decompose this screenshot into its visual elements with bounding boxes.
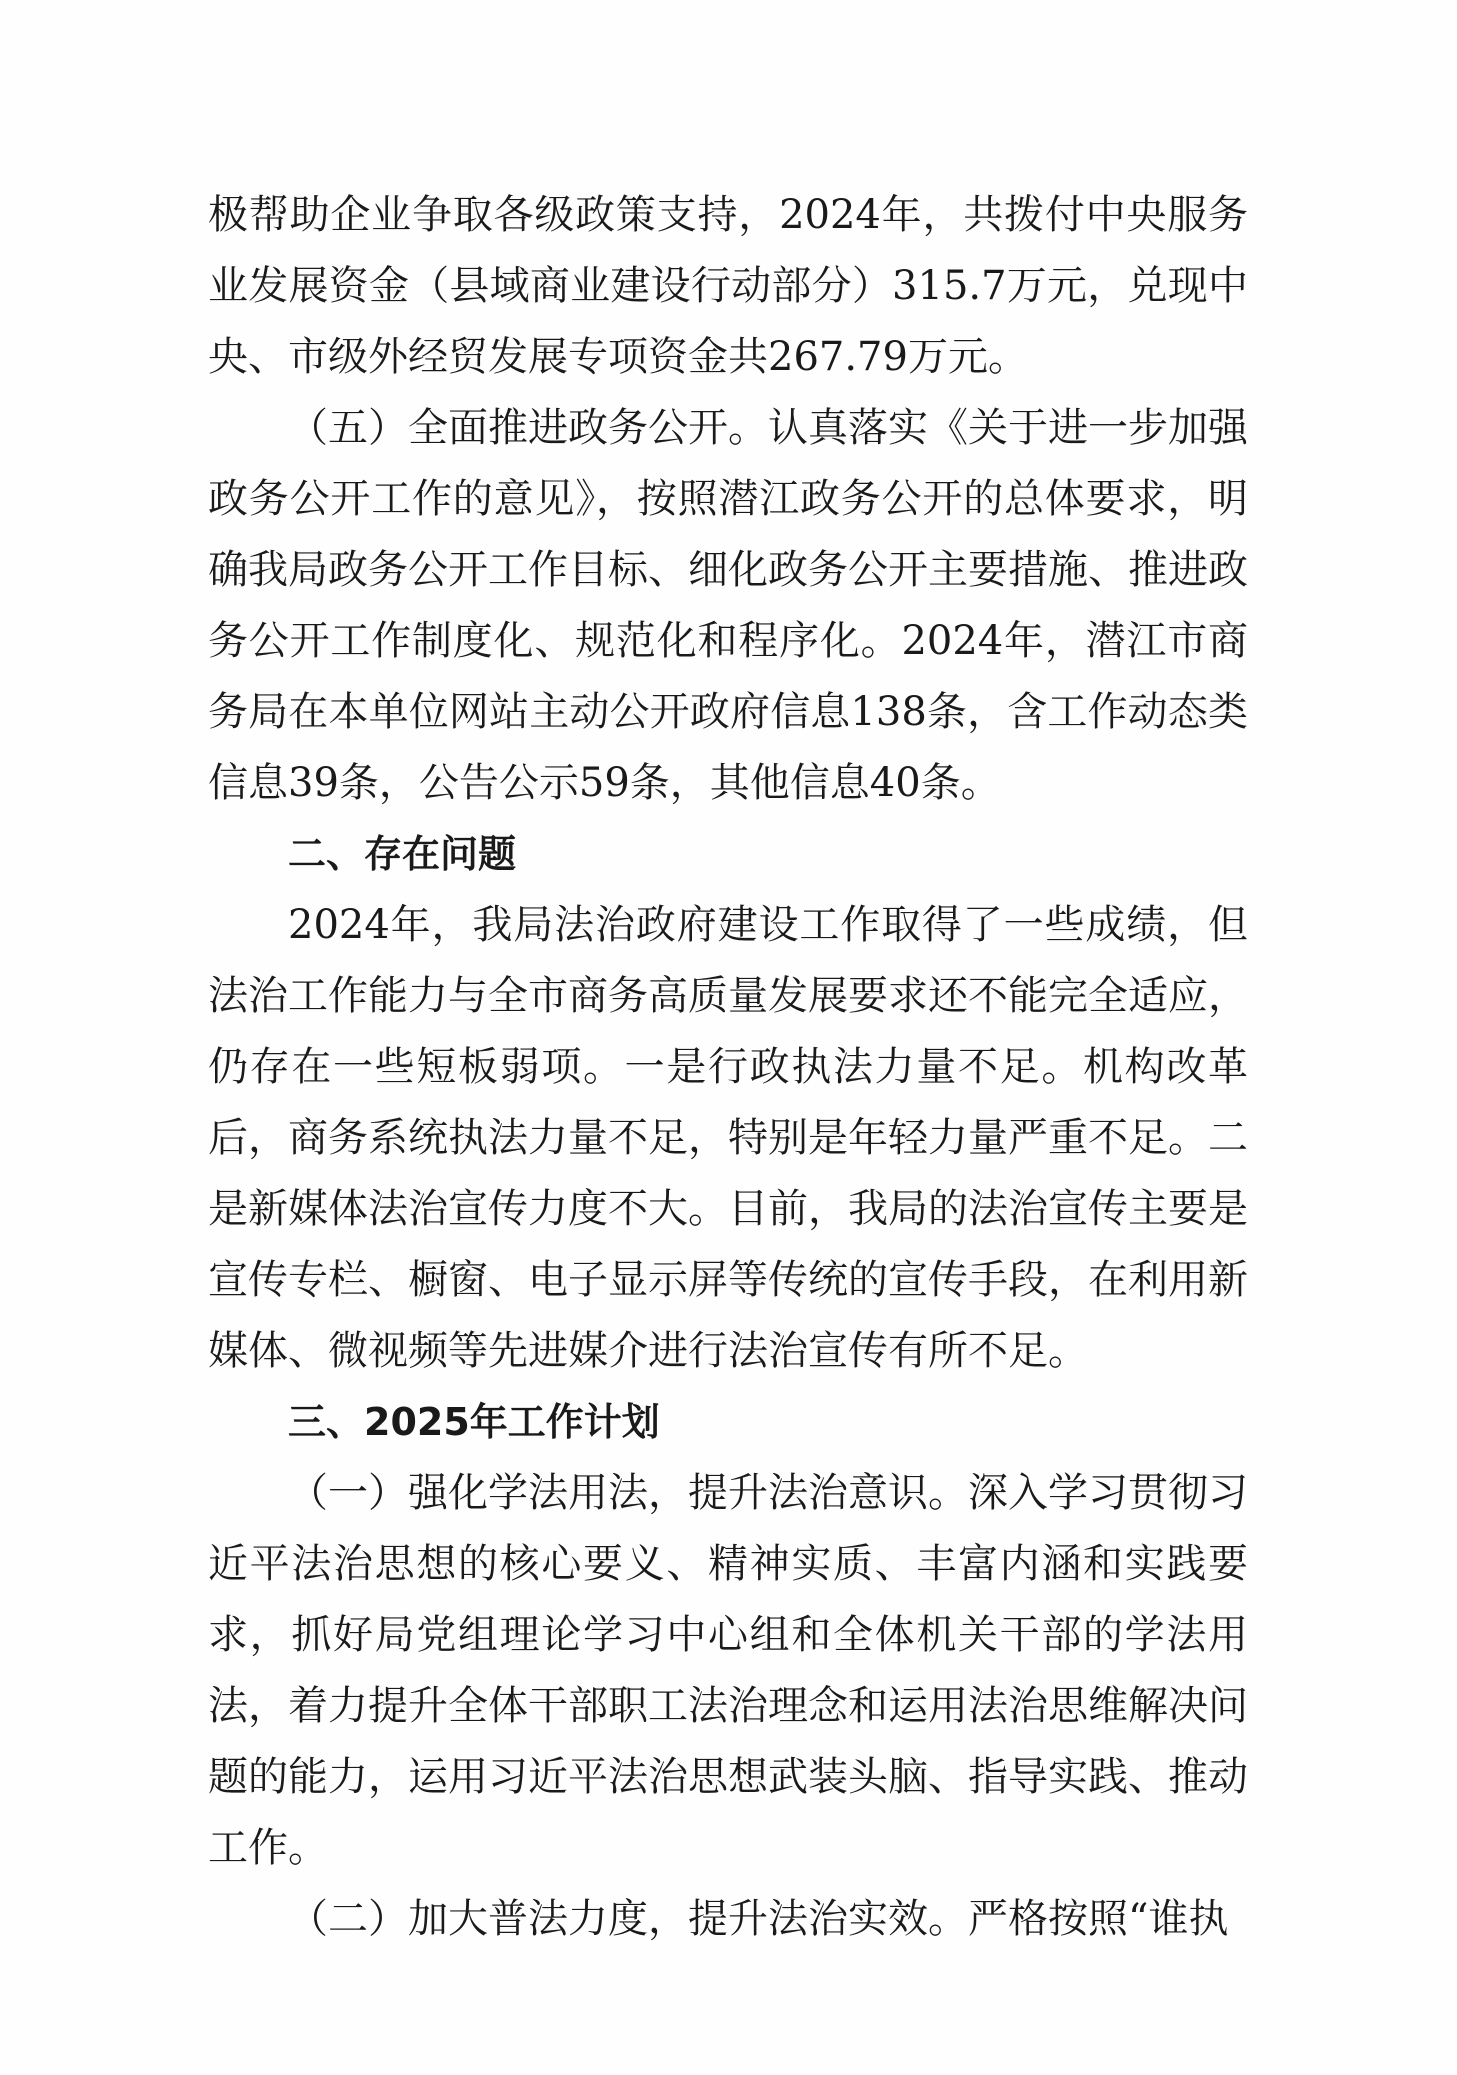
paragraph-gov-affairs-disclosure: （五）全面推进政务公开。认真落实《关于进一步加强政务公开工作的意见》，按照潜江政务公开的总体要求，明确我局政务公开工作目标、细化政务公开主要措施、推进政务公开工作制度化、规范化和程序化。2024年，潜江市商务局在本单位网站主动公开政府信息138条，含工作动态类信息39条，公告公示59条，其他信息40条。 (208, 405, 1248, 806)
paragraph-plan-item-1: （一）强化学法用法，提升法治意识。深入学习贯彻习近平法治思想的核心要义、精神实质、丰富内涵和实践要求，抓好局党组理论学习中心组和全体机关干部的学法用法，着力提升全体干部职工法治理念和运用法治思维解决问题的能力，运用习近平法治思想武装头脑、指导实践、推动工作。 (208, 1470, 1248, 1871)
section-heading-2025-plan: 三、2025年工作计划 (288, 1400, 660, 1444)
paragraph-plan-item-2: （二）加大普法力度，提升法治实效。严格按照“谁执 (288, 1896, 1229, 1942)
section-heading-problems: 二、存在问题 (288, 832, 517, 876)
paragraph-funding: 极帮助企业争取各级政策支持，2024年，共拨付中央服务业发展资金（县域商业建设行动部分）315.7万元，兑现中央、市级外经贸发展专项资金共267.79万元。 (208, 192, 1248, 380)
document-body (208, 180, 1248, 1955)
paragraph-problems: 2024年，我局法治政府建设工作取得了一些成绩，但法治工作能力与全市商务高质量发展要求还不能完全适应，仍存在一些短板弱项。一是行政执法力量不足。机构改革后，商务系统执法力量不足，特别是年轻力量严重不足。二是新媒体法治宣传力度不大。目前，我局的法治宣传主要是宣传专栏、橱窗、电子显示屏等传统的宣传手段，在利用新媒体、微视频等先进媒介进行法治宣传有所不足。 (208, 902, 1248, 1374)
